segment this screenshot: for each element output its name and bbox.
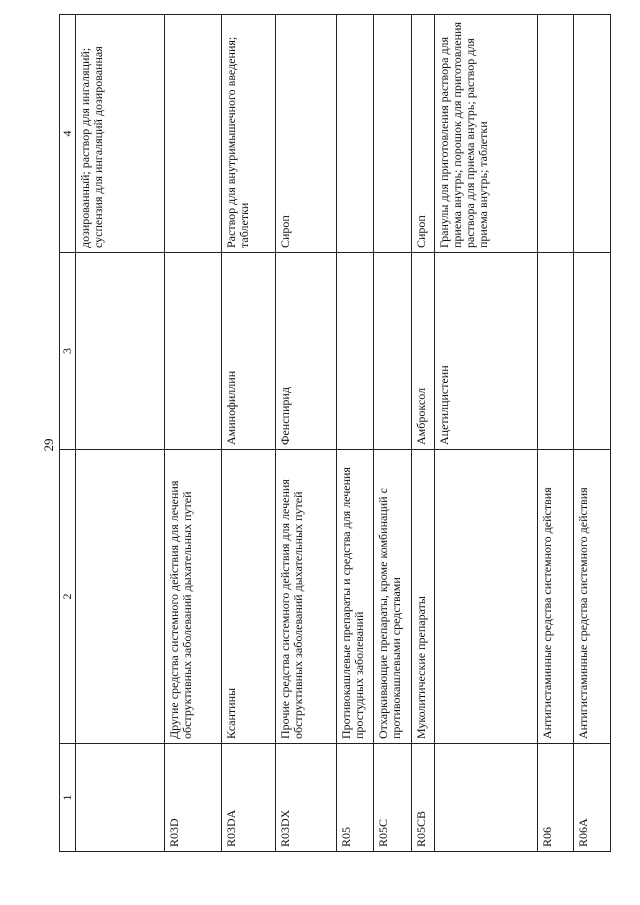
table-row: [411, 14, 434, 851]
group-cell: Антигистаминные средства системного действия: [573, 449, 610, 743]
code-cell: R05C: [373, 743, 411, 851]
form-cell: [573, 14, 610, 252]
form-cell: Раствор для внутримышечного введения; таблетки: [221, 14, 275, 252]
header-col-1: 1: [59, 743, 75, 851]
group-cell: Отхаркивающие препараты, кроме комбинаций с противокашлевыми средствами: [373, 449, 411, 743]
substance-cell: [336, 252, 374, 449]
header-row: [59, 14, 75, 851]
table-row: [537, 14, 574, 851]
form-cell: [164, 14, 221, 252]
table-row: [221, 14, 275, 851]
header-col-3: 3: [59, 252, 75, 449]
header-col-4: 4: [59, 14, 75, 252]
group-cell: Антигистаминные средства системного действия: [537, 449, 574, 743]
code-cell: R03D: [164, 743, 221, 851]
code-cell: R06A: [573, 743, 610, 851]
code-cell: R06: [537, 743, 574, 851]
form-cell: Сироп: [275, 14, 336, 252]
table-row: [275, 14, 336, 851]
group-cell: Муколитические препараты: [411, 449, 434, 743]
group-cell: [434, 449, 537, 743]
form-cell: [373, 14, 411, 252]
page-number: 29: [41, 438, 56, 452]
code-cell: R05CB: [411, 743, 434, 851]
form-cell: дозированный; раствор для ингаляций; суспензия для ингаляций дозированная: [75, 14, 164, 252]
form-cell: [336, 14, 374, 252]
substance-cell: Аминофиллин: [221, 252, 275, 449]
substance-cell: Ацетилцистеин: [434, 252, 537, 449]
table-row: [336, 14, 374, 851]
code-cell: R03DA: [221, 743, 275, 851]
drug-classification-table: [59, 14, 611, 852]
header-col-2: 2: [59, 449, 75, 743]
form-cell: [537, 14, 574, 252]
substance-cell: [75, 252, 164, 449]
group-cell: [75, 449, 164, 743]
table-row: [373, 14, 411, 851]
code-cell: [434, 743, 537, 851]
substance-cell: [573, 252, 610, 449]
table-row: [434, 14, 537, 851]
substance-cell: [537, 252, 574, 449]
code-cell: R03DX: [275, 743, 336, 851]
substance-cell: [373, 252, 411, 449]
table-container: [58, 14, 610, 851]
table-row: [573, 14, 610, 851]
group-cell: Ксантины: [221, 449, 275, 743]
code-cell: [75, 743, 164, 851]
form-cell: Сироп: [411, 14, 434, 252]
form-cell: Гранулы для приготовления раствора для приема внутрь; порошок для приготовления раствора для приема внутрь; раствор для приема внутрь; таблетки: [434, 14, 537, 252]
group-cell: Прочие средства системного действия для лечения обструктивных заболеваний дыхательных путей: [275, 449, 336, 743]
group-cell: Другие средства системного действия для лечения обструктивных заболеваний дыхательных путей: [164, 449, 221, 743]
substance-cell: Амброксол: [411, 252, 434, 449]
table-row: [75, 14, 164, 851]
table-row: [164, 14, 221, 851]
code-cell: R05: [336, 743, 374, 851]
substance-cell: Фенспирид: [275, 252, 336, 449]
group-cell: Противокашлевые препараты и средства для лечения простудных заболеваний: [336, 449, 374, 743]
substance-cell: [164, 252, 221, 449]
